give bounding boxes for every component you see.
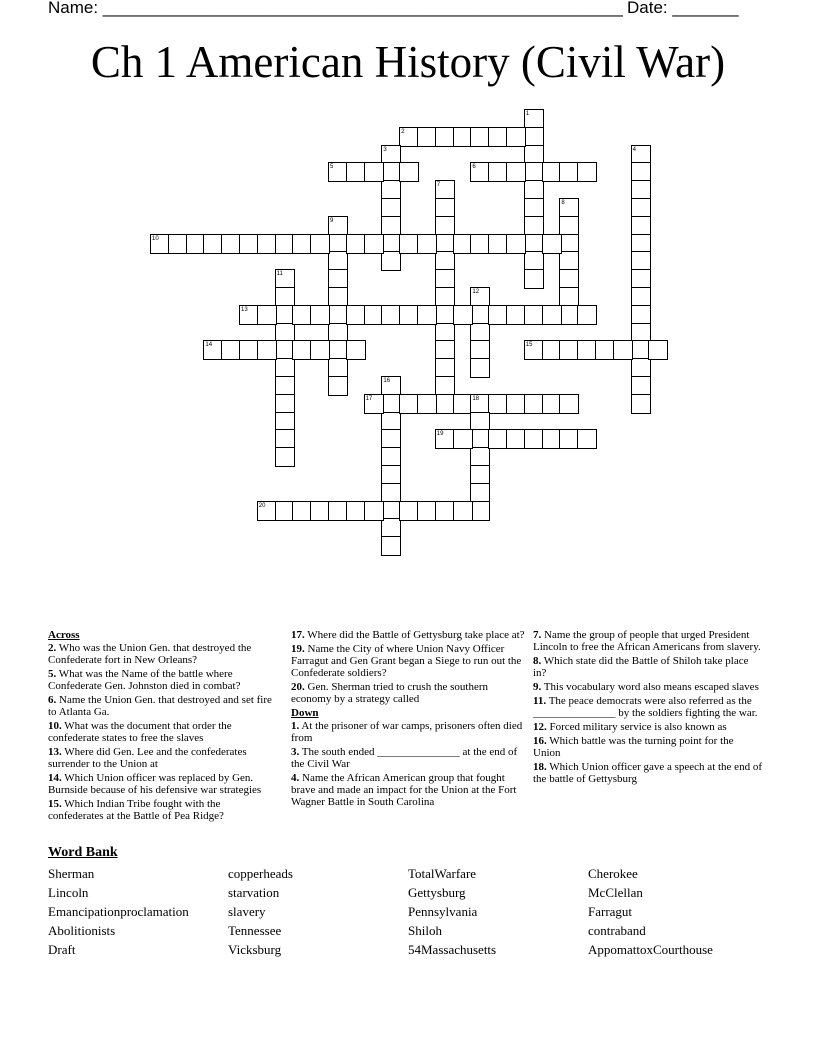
clue-item: [533, 681, 763, 693]
crossword-cell[interactable]: [506, 127, 526, 147]
clue-number: 16.: [533, 735, 547, 747]
clue-text: The south ended _______________ at the end of the Civil War: [291, 746, 518, 770]
crossword-cell[interactable]: [470, 501, 490, 521]
clue-number: 17.: [291, 629, 305, 641]
word-bank-item: Lincoln: [48, 885, 89, 900]
clue-item: [48, 694, 274, 718]
clue-item: [533, 629, 763, 653]
word-bank-item: Shiloh: [408, 923, 442, 938]
clues-column-3: [533, 629, 763, 787]
clue-number: 6: [472, 164, 476, 171]
clue-number: 3: [383, 146, 387, 153]
word-bank-column: [408, 864, 496, 959]
clue-number: 16: [383, 378, 391, 384]
crossword-cell[interactable]: [453, 429, 473, 449]
word-bank-column: [588, 864, 713, 959]
crossword-cell[interactable]: [506, 162, 526, 182]
word-bank-column: [228, 864, 293, 959]
clue-number: 12: [472, 289, 480, 295]
date-line: Date: _______: [627, 0, 739, 17]
clue-number: 7.: [533, 629, 542, 641]
clue-item: [533, 695, 763, 719]
clue-number: 4: [632, 146, 636, 153]
clue-number: 13.: [48, 746, 62, 758]
clue-number: 9: [330, 217, 334, 224]
crossword-cell[interactable]: [506, 234, 526, 254]
crossword-cell[interactable]: [364, 501, 384, 521]
crossword-cell[interactable]: [542, 305, 562, 325]
clue-number: 1: [525, 111, 530, 117]
clue-item: [291, 643, 527, 679]
clue-number: 2.: [48, 642, 57, 654]
clue-text: Which battle was the turning point for the Union: [533, 735, 734, 759]
word-bank-item: 54Massachusetts: [408, 942, 497, 957]
clue-text: Name the Union Gen. that destroyed and set fire to Atlanta Ga.: [48, 694, 272, 718]
clue-item: [533, 735, 763, 759]
clue-number: 4.: [291, 772, 300, 784]
clue-number: 2: [401, 128, 405, 135]
clue-item: [533, 655, 763, 679]
clues-column-2: [291, 629, 527, 810]
word-bank-item: Emancipationproclamation: [48, 904, 189, 919]
clue-item: [291, 681, 527, 705]
word-bank-item: starvation: [228, 885, 280, 900]
crossword-cell[interactable]: [648, 340, 668, 360]
crossword-cell[interactable]: [310, 234, 330, 254]
clue-text: At the prisoner of war camps, prisoners often died from: [291, 720, 523, 744]
clue-item: [291, 720, 527, 744]
clue-number: 20: [258, 502, 266, 509]
crossword-cell[interactable]: [613, 340, 633, 360]
crossword-cell[interactable]: [577, 162, 597, 182]
crossword-cell[interactable]: [470, 358, 490, 378]
crossword-cell[interactable]: [310, 305, 330, 325]
crossword-cell[interactable]: [577, 305, 597, 325]
clue-text: Who was the Union Gen. that destroyed the Confederate fort in New Orleans?: [48, 642, 252, 666]
clue-item: [48, 720, 274, 744]
clues-column-1: [48, 629, 274, 824]
crossword-cell[interactable]: [275, 447, 295, 467]
clue-text: Name the African American group that fought brave and made an impact for the Union at the Fort Wagner Battle in South Carolina: [291, 772, 517, 808]
crossword-cell[interactable]: [524, 269, 544, 289]
word-bank-item: copperheads: [228, 866, 293, 881]
clue-text: Where did the Battle of Gettysburg take place at?: [304, 629, 525, 641]
clue-number: 12.: [533, 721, 547, 733]
clue-number: 14.: [48, 772, 62, 784]
clue-text: Name the City of where Union Navy Officer Farragut and Gen Grant began a Siege to run out the Confederate soldiers?: [291, 643, 522, 679]
clue-item: [48, 746, 274, 770]
clue-number: 13: [241, 306, 248, 313]
crossword-cell[interactable]: [381, 251, 401, 271]
word-bank-column: [48, 864, 189, 959]
clue-text: Where did Gen. Lee and the confederates surrender to the Union at: [48, 746, 247, 770]
crossword-cell[interactable]: [542, 234, 562, 254]
clue-number: 3.: [291, 746, 300, 758]
word-bank-item: Gettysburg: [408, 885, 466, 900]
clue-number: 19: [436, 431, 444, 438]
clue-item: [48, 772, 274, 796]
page-title: Ch 1 American History (Civil War): [90, 37, 726, 87]
clue-number: 5.: [48, 668, 57, 680]
crossword-cell[interactable]: [453, 501, 473, 521]
word-bank-item: AppomattoxCourthouse: [588, 942, 713, 957]
clue-number: 11: [276, 271, 283, 278]
crossword-cell[interactable]: [328, 376, 348, 396]
word-bank-item: slavery: [228, 904, 266, 919]
clue-number: 17: [365, 395, 373, 402]
crossword-cell[interactable]: [257, 305, 277, 325]
clue-text: What was the document that order the confederate states to free the slaves: [48, 720, 232, 744]
clue-item: [291, 772, 527, 808]
clue-item: [533, 761, 763, 785]
word-bank-item: Sherman: [48, 866, 95, 881]
crossword-cell[interactable]: [417, 234, 437, 254]
clue-text: The peace democrats were also referred as the _______________ by the soldiers fighting the war.: [533, 695, 758, 719]
clue-number: 18: [472, 395, 480, 402]
crossword-cell[interactable]: [417, 305, 437, 325]
word-bank-item: Abolitionists: [48, 923, 116, 938]
crossword-cell[interactable]: [381, 536, 401, 556]
clue-item: [48, 668, 274, 692]
word-bank-item: Farragut: [588, 904, 633, 919]
word-bank-item: Draft: [48, 942, 76, 957]
crossword-cell[interactable]: [257, 340, 277, 360]
clue-number: 10.: [48, 720, 62, 732]
crossword-cell[interactable]: [399, 162, 419, 182]
crossword-cell[interactable]: [453, 305, 473, 325]
across-heading: Across: [48, 629, 80, 641]
crossword-cell[interactable]: [577, 429, 597, 449]
clue-item: [48, 642, 274, 666]
clue-text: Gen. Sherman tried to crush the southern economy by a strategy called: [291, 681, 489, 705]
word-bank-item: contraband: [588, 923, 646, 938]
crossword-cell[interactable]: [417, 394, 437, 414]
clue-number: 1.: [291, 720, 300, 732]
clue-text: What was the Name of the battle where Confederate Gen. Johnston died in combat?: [48, 668, 241, 692]
clue-number: 20.: [291, 681, 305, 693]
word-bank-item: Vicksburg: [228, 942, 282, 957]
clue-text: Which Union officer was replaced by Gen. Burnside because of his defensive war strategies: [48, 772, 262, 796]
clue-item: [533, 721, 763, 733]
clue-text: Which state did the Battle of Shiloh take place in?: [533, 655, 749, 679]
crossword-cell[interactable]: [310, 340, 330, 360]
name-line: Name: _______________________________________________________: [48, 0, 623, 17]
down-heading: Down: [291, 707, 319, 719]
clue-number: 14: [205, 342, 213, 349]
clue-text: Forced military service is also known as: [546, 721, 727, 733]
clue-number: 6.: [48, 694, 57, 706]
crossword-cell[interactable]: [364, 234, 384, 254]
clue-number: 9.: [533, 681, 542, 693]
word-bank-title: Word Bank: [48, 845, 118, 860]
clue-text: Name the group of people that urged President Lincoln to free the African Americans from slavery.: [533, 629, 761, 653]
clue-item: [291, 629, 527, 641]
clue-item: [291, 746, 527, 770]
word-bank-item: McClellan: [588, 885, 643, 900]
clue-number: 8: [561, 200, 565, 206]
clue-item: [48, 798, 274, 822]
crossword-cell[interactable]: [346, 340, 366, 360]
clue-number: 5: [330, 164, 334, 171]
crossword-cell[interactable]: [364, 162, 384, 182]
clue-number: 7: [436, 182, 441, 189]
crossword-cell[interactable]: [559, 394, 579, 414]
clue-text: Which Indian Tribe fought with the confederates at the Battle of Pea Ridge?: [48, 798, 224, 822]
word-bank-item: Cherokee: [588, 866, 638, 881]
clue-number: 10: [152, 235, 159, 242]
clue-number: 11.: [533, 695, 547, 707]
crossword-cell[interactable]: [631, 394, 651, 414]
clue-number: 15.: [48, 798, 62, 810]
word-bank-item: TotalWarfare: [408, 866, 477, 881]
clue-text: This vocabulary word also means escaped slaves: [541, 681, 759, 693]
word-bank-item: Tennessee: [228, 923, 282, 938]
clue-number: 19.: [291, 643, 305, 655]
word-bank-item: Pennsylvania: [408, 904, 478, 919]
clue-number: 8.: [533, 655, 542, 667]
clue-number: 18.: [533, 761, 547, 773]
clue-text: Which Union officer gave a speech at the end of the battle of Gettysburg: [533, 761, 762, 785]
clue-number: 15: [525, 342, 533, 349]
